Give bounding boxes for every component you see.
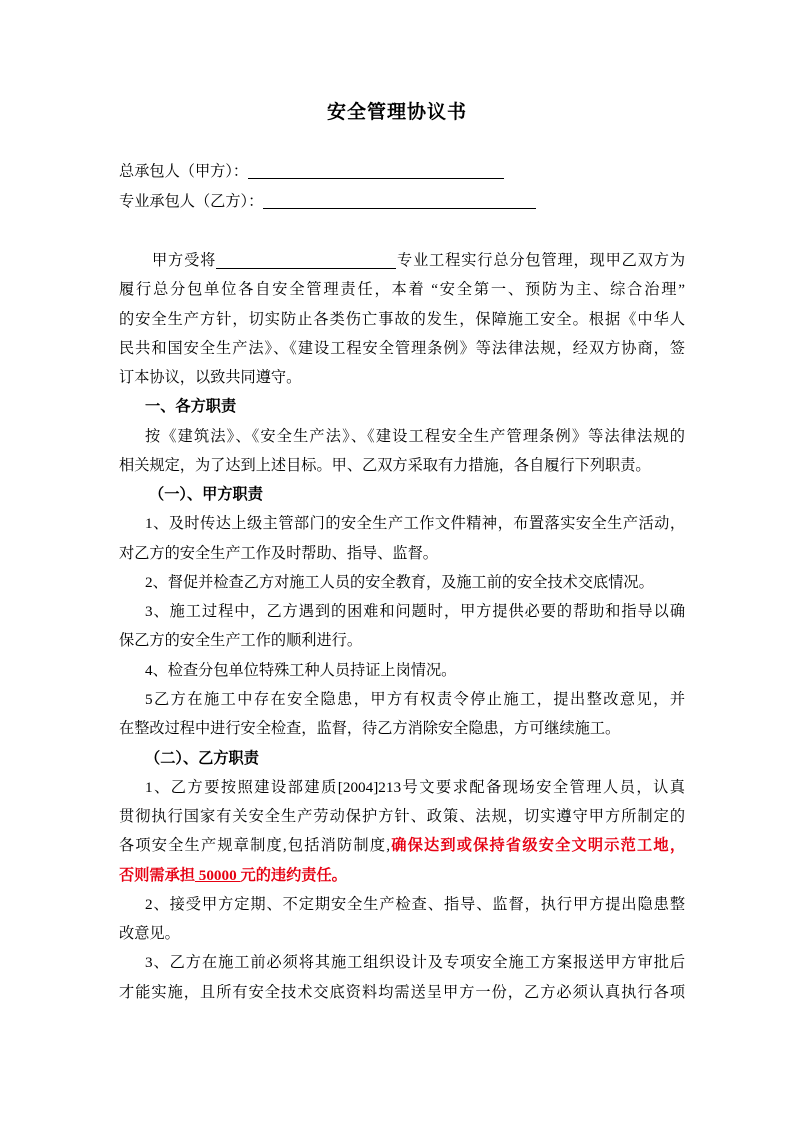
section-text-line: 相关规定，为了达到上述目标。甲、乙双方采取有力措施，各自履行下列职责。 [119, 456, 651, 474]
party-b-item-text: 各项安全生产规章制度,包括消防制度, [119, 837, 391, 855]
contractor-label: 总承包人（甲方）： [119, 163, 249, 180]
intro-lead: 甲方受将 [152, 252, 217, 269]
intro-line: 订本协议，以致共同遵守。 [119, 369, 302, 387]
document-title: 安全管理协议书 [326, 102, 467, 123]
party-b-item-line: 改意见。 [119, 925, 180, 943]
intro-line: 的安全生产方针，切实防止各类伤亡事故的发生，保障施工安全。根据《中华人 [119, 310, 685, 328]
party-b-item-line [119, 831, 685, 860]
party-a-item-line: 1、及时传达上级主管部门的安全生产工作文件精神，布置落实安全生产活动， [145, 515, 685, 533]
party-a-item-line: 对乙方的安全生产工作及时帮助、指导、监督。 [119, 544, 438, 562]
intro-line: 履行总分包单位各自安全管理责任，本着 “安全第一、预防为主、综合治理” [119, 281, 685, 299]
subcontractor-line [119, 187, 685, 217]
party-b-heading: （二）、乙方职责 [145, 749, 259, 767]
party-a-item-line: 3、施工过程中，乙方遇到的困难和问题时，甲方提供必要的帮助和指导以确 [145, 603, 685, 621]
party-b-item-line: 贯彻执行国家有关安全生产劳动保护方针、政策、法规，切实遵守甲方所制定的 [119, 808, 685, 826]
subcontractor-name-blank [263, 192, 536, 209]
party-b-item-line: 3、乙方在施工前必须将其施工组织设计及专项安全施工方案报送甲方审批后 [145, 954, 685, 972]
penalty-amount: 50000 [194, 866, 241, 884]
intro-line [119, 246, 685, 275]
party-a-item-line: 在整改过程中进行安全检查，监督，待乙方消除安全隐患，方可继续施工。 [119, 720, 621, 738]
party-b-item-line: 1、乙方要按照建设部建质[2004]213号文要求配备现场安全管理人员，认真 [145, 778, 685, 796]
subcontractor-label: 专业承包人（乙方）： [119, 193, 264, 210]
contractor-line [119, 157, 685, 187]
contractor-name-blank [248, 162, 504, 179]
party-b-item-line: 2、接受甲方定期、不定期安全生产检查、指导、监督，执行甲方提出隐患整 [145, 895, 685, 913]
parties-block [119, 157, 685, 217]
party-a-item-line: 4、检查分包单位特殊工种人员持证上岗情况。 [145, 661, 457, 679]
intro-line1-rest: 专业工程实行总分包管理，现甲乙双方为 [396, 252, 686, 269]
highlight-text: 否则需承担 [119, 866, 195, 884]
party-a-heading: （一）、甲方职责 [149, 486, 263, 504]
penalty-line [119, 861, 685, 890]
party-a-item-line: 保乙方的安全生产工作的顺利进行。 [119, 632, 362, 650]
party-a-item-line: 2、督促并检查乙方对施工人员的安全教育，及施工前的安全技术交底情况。 [145, 573, 654, 591]
intro-line: 民共和国安全生产法》、《建设工程安全管理条例》等法律法规，经双方协商，签 [119, 339, 685, 357]
highlight-text: 确保达到或保持省级安全文明示范工地， [390, 837, 686, 855]
highlight-text: 元的违约责任。 [240, 866, 347, 884]
document-body [119, 246, 685, 1007]
project-name-blank [216, 252, 396, 269]
section-heading: 一、各方职责 [145, 398, 237, 416]
section-text-line: 按《建筑法》、《安全生产法》、《建设工程安全生产管理条例》等法律法规的 [145, 427, 685, 445]
party-b-item-line: 才能实施，且所有安全技术交底资料均需送呈甲方一份，乙方必须认真执行各项 [119, 983, 685, 1001]
party-a-item-line: 5乙方在施工中存在安全隐患，甲方有权责令停止施工，提出整改意见，并 [145, 690, 685, 708]
